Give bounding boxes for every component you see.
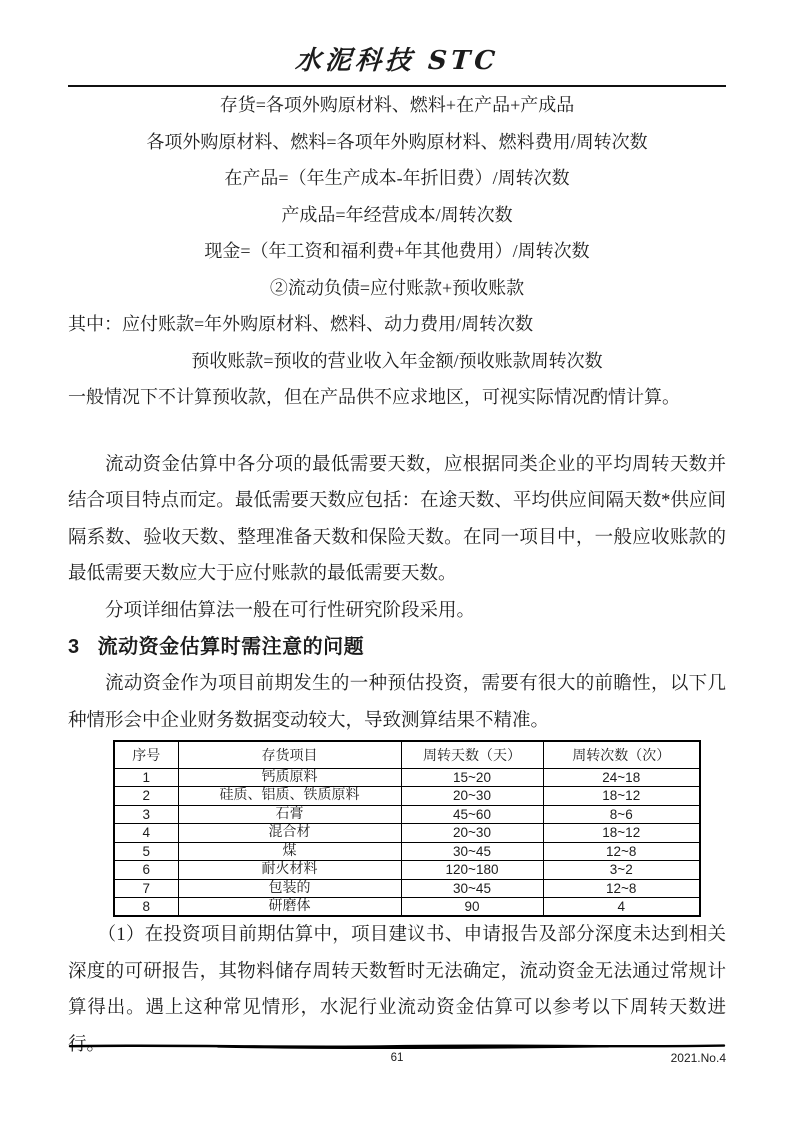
table-cell-days: 45~60 (401, 805, 543, 824)
masthead (68, 0, 726, 78)
table-cell-times: 18~12 (543, 824, 700, 843)
table-cell-seq: 7 (114, 879, 178, 898)
table-cell-item: 耐火材料 (178, 861, 401, 880)
table-header-times: 周转次数（次） (543, 741, 700, 768)
table-header-item: 存货项目 (178, 741, 401, 768)
table-cell-days: 20~30 (401, 824, 543, 843)
table-row (114, 879, 700, 898)
journal-title: 水泥科技 STC (294, 46, 500, 76)
paragraph-case1: （1）在投资项目前期估算中，项目建议书、申请报告及部分深度未达到相关深度的可研报告，其物料储存周转天数暂时无法确定，流动资金无法通过常规计算得出。遇上这种常见情形，水泥行业流动资金估算可以参考以下周转天数进行。 (68, 925, 726, 1055)
table-row (114, 824, 700, 843)
formula-line: 其中：应付账款=年外购原材料、燃料、动力费用/周转次数 (68, 314, 534, 334)
table-cell-seq: 1 (114, 768, 178, 787)
paragraph-detail-method: 分项详细估算法一般在可行性研究阶段采用。 (105, 600, 476, 621)
footer-page-number: 61 (390, 1052, 404, 1064)
table-header-row (114, 741, 700, 768)
paragraph-min-days: 流动资金估算中各分项的最低需要天数，应根据同类企业的平均周转天数并结合项目特点而定。最低需要天数应包括：在途天数、平均供应间隔天数*供应间隔系数、验收天数、整理准备天数和保险天数。在同一项目中，一般应收账款的最低需要天数应大于应付账款的最低需要天数。 (68, 454, 726, 584)
table-cell-times: 18~12 (543, 787, 700, 806)
formula-line: 一般情况下不计算预收款，但在产品供不应求地区，可视实际情况酌情计算。 (68, 387, 680, 407)
table-cell-item: 石膏 (178, 805, 401, 824)
footer-issue: 2021.No.4 (670, 1051, 726, 1065)
table-cell-item: 煤 (178, 842, 401, 861)
formula-line: 各项外购原材料、燃料=各项年外购原材料、燃料费用/周转次数 (146, 131, 648, 152)
table-cell-item: 混合材 (178, 824, 401, 843)
formula-line: ②流动负债=应付账款+预收账款 (269, 277, 525, 298)
table-cell-seq: 8 (114, 898, 178, 917)
table-cell-seq: 4 (114, 824, 178, 843)
table-header-seq: 序号 (114, 741, 178, 768)
table-cell-item: 研磨体 (178, 898, 401, 917)
inventory-turnover-table (113, 740, 701, 917)
table-cell-days: 30~45 (401, 879, 543, 898)
formula-line: 现金=（年工资和福利费+年其他费用）/周转次数 (204, 241, 590, 261)
table-cell-days: 90 (401, 898, 543, 917)
table-cell-seq: 5 (114, 842, 178, 861)
table-cell-seq: 3 (114, 805, 178, 824)
formula-line: 预收账款=预收的营业收入年金额/预收账款周转次数 (191, 350, 603, 371)
table-cell-times: 3~2 (543, 861, 700, 880)
table-cell-times: 8~6 (543, 805, 700, 824)
footer-meta (68, 1050, 726, 1068)
table-cell-seq: 6 (114, 861, 178, 880)
section-number: 3 (68, 636, 80, 658)
section-heading-3 (68, 629, 726, 666)
table-cell-item: 硅质、铝质、铁质原料 (178, 787, 401, 806)
table-cell-times: 4 (543, 898, 700, 917)
table-row (114, 898, 700, 917)
table-row (114, 805, 700, 824)
table-cell-times: 12~8 (543, 842, 700, 861)
formula-block (68, 87, 726, 416)
table-cell-days: 120~180 (401, 861, 543, 880)
page-footer (68, 1042, 726, 1068)
table-cell-seq: 2 (114, 787, 178, 806)
table-row (114, 861, 700, 880)
table-cell-item: 包装的 (178, 879, 401, 898)
table-cell-times: 12~8 (543, 879, 700, 898)
table-row (114, 787, 700, 806)
table-cell-item: 钙质原料 (178, 768, 401, 787)
table-cell-days: 15~20 (401, 768, 543, 787)
table-row (114, 842, 700, 861)
table-cell-days: 20~30 (401, 787, 543, 806)
table-header-days: 周转天数（天） (401, 741, 543, 768)
paragraph-foresight: 流动资金作为项目前期发生的一种预估投资，需要有很大的前瞻性，以下几种情形会中企业财务数据变动较大，导致测算结果不精准。 (68, 674, 726, 731)
footer-rule (68, 1042, 726, 1050)
formula-line: 存货=各项外购原材料、燃料+在产品+产成品 (219, 95, 575, 115)
table-cell-days: 30~45 (401, 842, 543, 861)
page-content (68, 0, 726, 1063)
table-row (114, 768, 700, 787)
formula-line: 在产品=（年生产成本-年折旧费）/周转次数 (224, 168, 570, 188)
formula-line: 产成品=年经营成本/周转次数 (281, 204, 513, 225)
section-title: 流动资金估算时需注意的问题 (97, 636, 365, 658)
table-cell-times: 24~18 (543, 768, 700, 787)
